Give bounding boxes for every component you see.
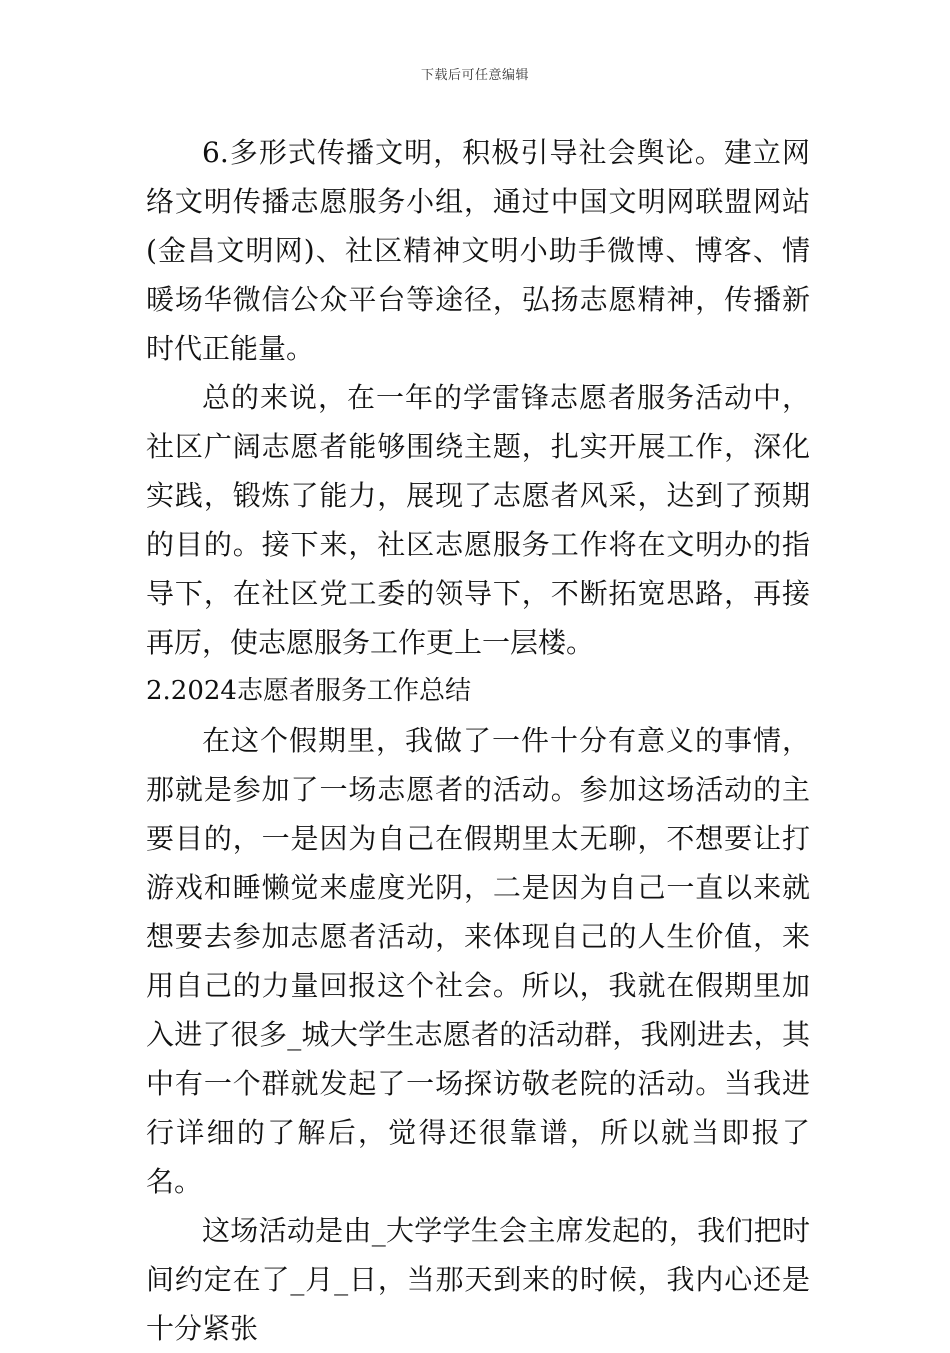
paragraph-3: 在这个假期里，我做了一件十分有意义的事情，那就是参加了一场志愿者的活动。参加这场活动的主要目的，一是因为自己在假期里太无聊，不想要让打游戏和睡懒觉来虚度光阴，二是因为自己一直以来就想要去参加志愿者活动，来体现自己的人生价值，来用自己的力量回报这个社会。所以，我就在假期里加入进了很多_城大学生志愿者的活动群，我刚进去，其中有一个群就发起了一场探访敬老院的活动。当我进行详细的了解后，觉得还很靠谱，所以就当即报了名。 [146,724,810,1198]
document-body [146,128,810,1353]
paragraph-1: 6.多形式传播文明，积极引导社会舆论。建立网络文明传播志愿服务小组，通过中国文明网联盟网站(金昌文明网)、社区精神文明小助手微博、博客、情暖场华微信公众平台等途径，弘扬志愿精神，传播新时代正能量。 [146,136,810,365]
paragraph-2: 总的来说，在一年的学雷锋志愿者服务活动中，社区广阔志愿者能够围绕主题，扎实开展工作，深化实践，锻炼了能力，展现了志愿者风采，达到了预期的目的。接下来，社区志愿服务工作将在文明办的指导下，在社区党工委的领导下，不断拓宽思路，再接再厉，使志愿服务工作更上一层楼。 [146,381,810,659]
section-heading: 2.2024志愿者服务工作总结 [146,676,471,706]
page-header: 下载后可任意编辑 [420,68,529,83]
paragraph-4: 这场活动是由_大学学生会主席发起的，我们把时间约定在了_月_日，当那天到来的时候，我内心还是十分紧张 [146,1214,810,1345]
